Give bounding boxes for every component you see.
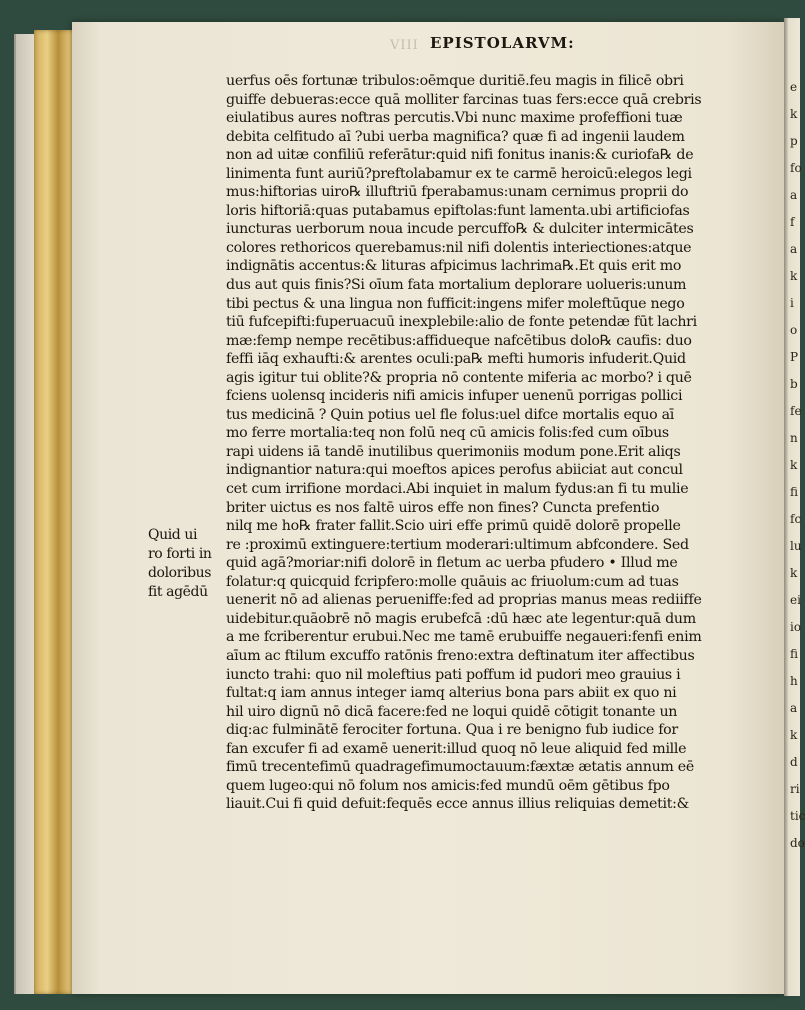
- facing-page-fragment: lu: [790, 539, 802, 553]
- facing-page-fragment: fe: [790, 404, 802, 418]
- text-line: liauit.Cui fi quid defuit:fequēs ecce annus illius reliquias demetit:&: [226, 796, 689, 813]
- text-line: fan excufer fi ad examē uenerit:illud quoq nō leue aliquid fed mille: [226, 740, 687, 757]
- text-line: feffi iāq exhaufti:& arentes oculi:pa℞ mefti humoris infuderit.Quid: [226, 351, 686, 368]
- text-line: uidebitur.quāobrē nō magis erubefcā :dū hæc ate legentur:quā dum: [226, 610, 696, 627]
- text-line: briter uictus es nos faltē uiros effe non fines? Cuncta prefentio: [226, 499, 660, 516]
- facing-page-fragment: f: [790, 215, 795, 229]
- facing-page-fragment: k: [790, 566, 798, 580]
- text-line: linimenta funt auriū?preftolabamur ex te carmē heroicū:elegos legi: [226, 165, 692, 182]
- text-line: fultat:q iam annus integer iamq alterius bona pars abiit ex quo ni: [226, 685, 677, 702]
- facing-page-fragment: tic: [790, 809, 805, 823]
- facing-page-fragment: fo: [790, 161, 802, 175]
- facing-page-fragment: do: [790, 836, 805, 850]
- text-line: indignantior natura:qui moeftos apices perofus abiiciat aut concul: [226, 462, 683, 479]
- facing-page-edge: [784, 18, 805, 996]
- text-line: mo ferre mortalia:teq non folū neq cū amicis folis:fed cum oībus: [226, 425, 669, 442]
- facing-page-fragment: k: [790, 728, 798, 742]
- facing-page-fragment: ei: [790, 593, 801, 607]
- facing-page-fragment: k: [790, 458, 798, 472]
- facing-page-fragment: d: [790, 755, 798, 769]
- facing-page-fragment: a: [790, 701, 798, 715]
- text-line: dus aut quis finis?Si oīum fata mortalium deplorare uolueris:unum: [226, 277, 687, 294]
- marginal-line: ro forti in: [148, 546, 212, 562]
- text-line: mus:hiftorias uiro℞ illuftriū fperabamus:unam cernimus proprii do: [226, 184, 689, 201]
- text-line: mæ:femp nempe recētibus:affidueque nafcētibus dolo℞ caufis: duo: [226, 332, 692, 349]
- text-line: a me fcriberentur erubui.Nec me tamē erubuiffe negaueri:fenfi enim: [226, 629, 702, 646]
- facing-page-fragment: io: [790, 620, 802, 634]
- facing-page-fragment: P: [790, 350, 799, 364]
- facing-page-fragment: fc: [790, 512, 802, 526]
- facing-page-fragment: o: [790, 323, 798, 337]
- text-line: tiū fufcepifti:fuperuacuū inexplebile:alio de fonte petendæ fūt lachri: [226, 314, 697, 331]
- facing-page-fragment: e: [790, 80, 798, 94]
- text-line: hil uiro dignū nō dicā facere:fed ne loqui quidē cōtigit tonante un: [226, 703, 678, 720]
- text-line: tus medicinā ? Quin potius uel fle folus:uel difce mortalis equo aī: [226, 406, 675, 423]
- facing-page-fragment: n: [790, 431, 798, 445]
- facing-page-fragment: a: [790, 242, 798, 256]
- show-through-text: VIII: [390, 38, 419, 53]
- text-line: rapi uidens iā tandē inutilibus querimoniis modum pone.Erit aliqs: [226, 443, 681, 460]
- text-line: eiulatibus aures noftras percutis.Vbi nunc maxime profeffioni tuæ: [226, 110, 683, 127]
- facing-page-fragment: b: [790, 377, 798, 391]
- text-line: nilq me ho℞ frater fallit.Scio uiri effe primū quidē dolorē propelle: [226, 518, 681, 535]
- text-line: quid agā?moriar:nifi dolorē in fletum ac uerba pfudero • Illud me: [226, 555, 678, 572]
- facing-page-fragment: fi: [790, 485, 799, 499]
- facing-page-fragment: k: [790, 269, 798, 283]
- facing-page-fragment: a: [790, 188, 798, 202]
- facing-page-fragment: k: [790, 107, 798, 121]
- text-line: iuncto trahi: quo nil moleftius pati poffum id pudori meo grauius i: [226, 666, 681, 683]
- marginal-line: Quid ui: [148, 527, 198, 543]
- text-line: cet cum irrifione mordaci.Abi inquiet in malum fydus:an fi tu mulie: [226, 481, 689, 498]
- text-line: re :proximū extinguere:tertium moderari:ultimum abfcondere. Sed: [226, 536, 689, 553]
- text-line: quem lugeo:qui nō folum nos amicis:fed mundū oēm gētibus fpo: [226, 777, 670, 794]
- text-line: uenerit nō ad alienas perueniffe:fed ad proprias manus meas rediiffe: [226, 592, 702, 609]
- text-line: tibi pectus & una lingua non fufficit:ingens mifer moleftūque nego: [226, 295, 685, 312]
- marginal-line: doloribus: [148, 565, 212, 581]
- marginal-line: fit agēdū: [148, 584, 208, 600]
- text-line: iuncturas uerborum noua incude percuffo℞ & dulciter intermicātes: [226, 221, 694, 238]
- text-line: colores rethoricos querebamus:nil nifi dolentis interiectiones:atque: [226, 239, 692, 256]
- text-line: folatur:q quicquid fcripfero:molle quāuis ac friuolum:cum ad tuas: [226, 573, 679, 590]
- running-head: EPISTOLARVM:: [430, 34, 575, 52]
- text-line: indignātis accentus:& lituras afpicimus lachrima℞.Et quis erit mo: [226, 258, 682, 275]
- text-line: aīum ac ftilum excuffo ratōnis freno:extra deftinatum iter affectibus: [226, 647, 695, 664]
- facing-page-fragment: i: [790, 296, 794, 310]
- text-line: uerfus oēs fortunæ tribulos:oēmque duritiē.feu magis in filicē obri: [226, 73, 684, 89]
- text-line: fciens uolensq incideris nifi amicis infuper uenenū porrigas pollici: [226, 388, 683, 405]
- text-line: guiffe debueras:ecce quā molliter farcinas tuas fers:ecce quā crebris: [226, 91, 702, 108]
- text-line: debita celfitudo aī ?ubi uerba magnifica? quæ fi ad ingenii laudem: [226, 128, 685, 145]
- text-line: diq:ac fulminātē ferociter fortuna. Qua i re benigno fub iudice for: [226, 722, 678, 739]
- text-line: non ad uitæ confiliū referātur:quid nifi fonitus inanis:& curiofa℞ de: [226, 147, 694, 164]
- facing-page-fragment: ri: [790, 782, 800, 796]
- text-line: agis igitur tui oblite?& propria nō contente miferia ac morbo? i quē: [226, 369, 692, 386]
- main-text-block: [226, 72, 734, 814]
- text-line: loris hiftoriā:quas putabamus epiftolas:funt lamenta.ubi artificiofas: [226, 202, 690, 219]
- facing-page-fragment: h: [790, 674, 798, 688]
- facing-page-fragment: p: [790, 134, 798, 148]
- marginal-note: [148, 526, 226, 602]
- text-line: fimū trecentefimū quadragefimumoctauum:fæxtæ ætatis annum eē: [226, 759, 694, 776]
- facing-page-fragment: fi: [790, 647, 799, 661]
